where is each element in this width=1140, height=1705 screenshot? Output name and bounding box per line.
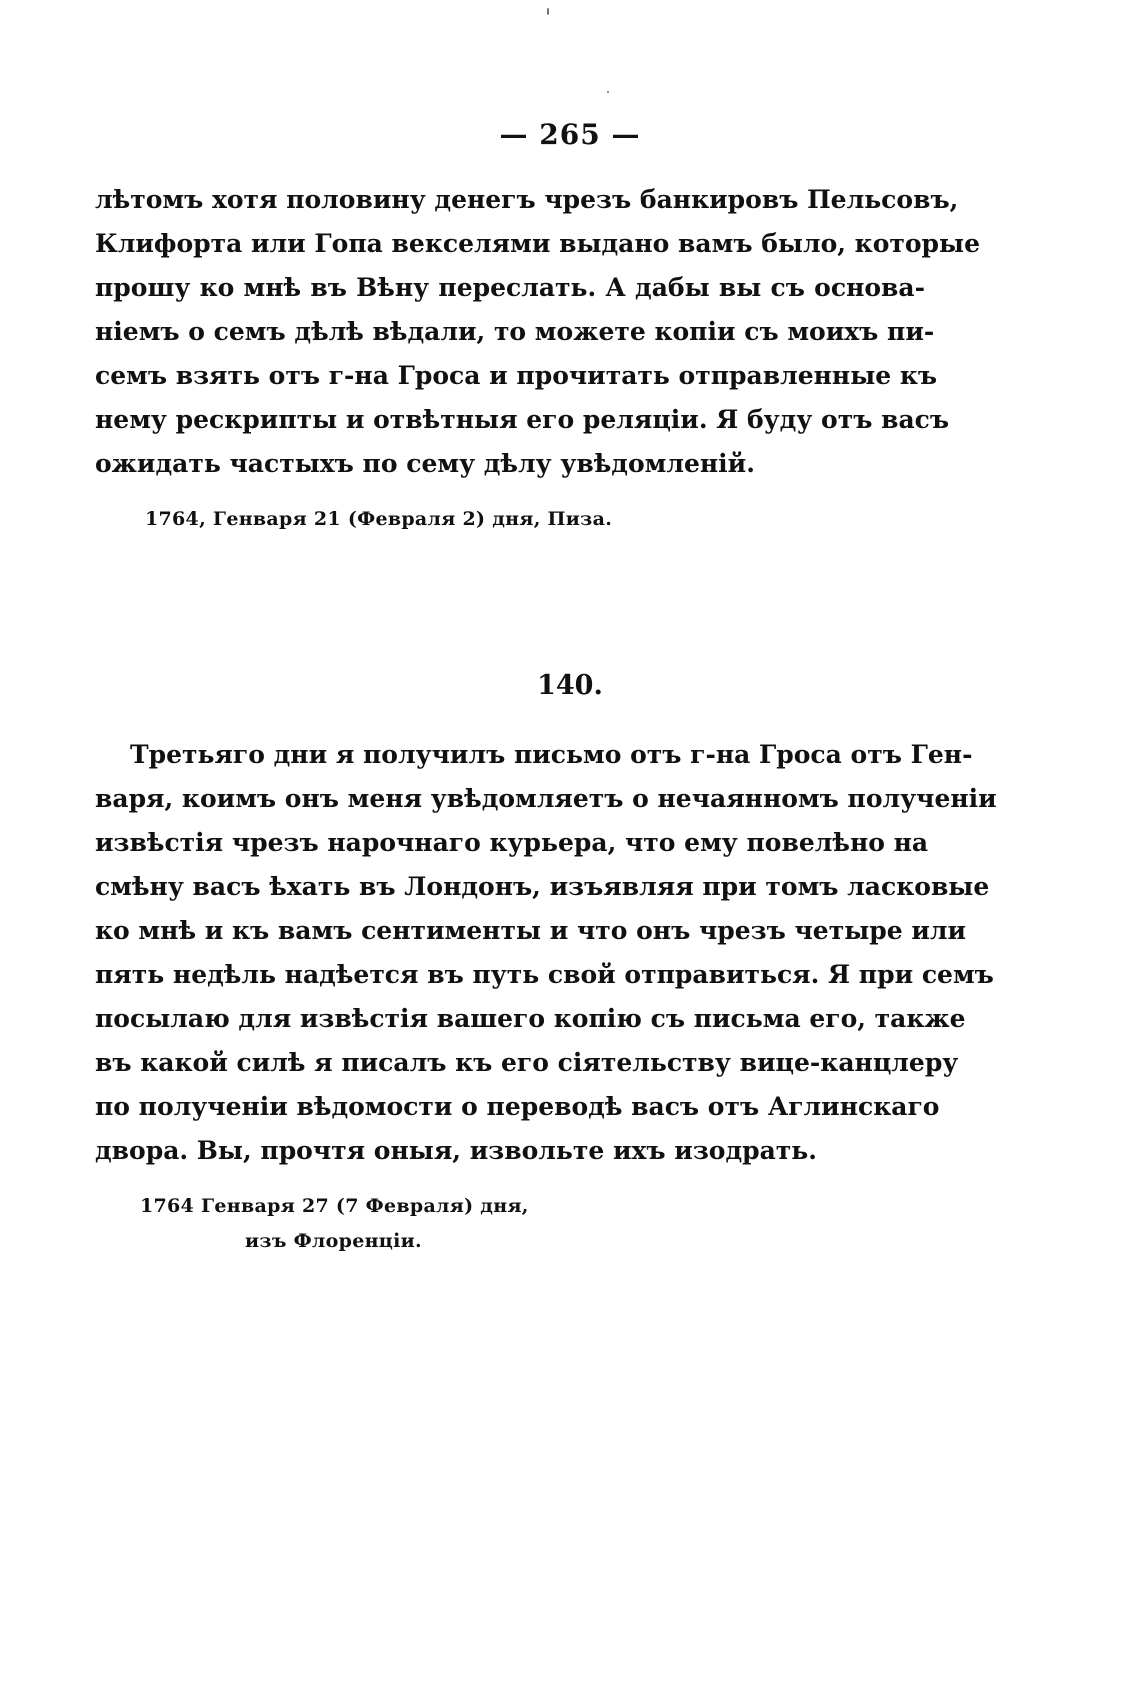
page-number-header: — 265 — — [499, 118, 641, 151]
text-line: Третьяго дни я получилъ письмо отъ г-на Гроса отъ Ген- — [130, 740, 973, 769]
text-line: ко мнѣ и къ вамъ сентименты и что онъ чрезъ четыре или — [95, 916, 967, 945]
text-line: прошу ко мнѣ въ Вѣну переслать. А дабы вы съ основа- — [95, 273, 925, 302]
text-line: двора. Вы, прочтя оныя, извольте ихъ изодрать. — [95, 1136, 817, 1165]
scan-speck — [607, 91, 609, 93]
text-line: пять недѣль надѣется въ путь свой отправиться. Я при семъ — [95, 960, 994, 989]
text-line: по полученіи вѣдомости о переводѣ васъ отъ Аглинскаго — [95, 1092, 940, 1121]
text-line: ніемъ о семъ дѣлѣ вѣдали, то можете копіи съ моихъ пи- — [95, 317, 935, 346]
text-line: Клифорта или Гопа векселями выдано вамъ было, которые — [95, 229, 980, 258]
text-line: извѣстія чрезъ нарочнаго курьера, что ему повелѣно на — [95, 828, 929, 857]
letter-number: 140. — [537, 670, 603, 701]
letter-139-date: 1764, Генваря 21 (Февраля 2) дня, Пиза. — [145, 508, 613, 530]
text-line: смѣну васъ ѣхать въ Лондонъ, изъявляя при томъ ласковые — [95, 872, 990, 901]
letter-140-date-line-1: 1764 Генваря 27 (7 Февраля) дня, — [140, 1195, 529, 1217]
text-line: посылаю для извѣстія вашего копію съ письма его, также — [95, 1004, 966, 1033]
text-line: въ какой силѣ я писалъ къ его сіятельству вице-канцлеру — [95, 1048, 959, 1077]
text-line: нему рескрипты и отвѣтныя его реляціи. Я буду отъ васъ — [95, 405, 950, 434]
text-line: ожидать частыхъ по сему дѣлу увѣдомленій. — [95, 449, 755, 478]
scan-speck — [547, 8, 549, 15]
text-line: варя, коимъ онъ меня увѣдомляетъ о нечаянномъ полученіи — [95, 784, 997, 813]
letter-140-date-line-2: изъ Флоренціи. — [245, 1230, 422, 1252]
text-line: семъ взять отъ г-на Гроса и прочитать отправленные къ — [95, 361, 938, 390]
text-line: лѣтомъ хотя половину денегъ чрезъ банкировъ Пельсовъ, — [95, 185, 959, 214]
